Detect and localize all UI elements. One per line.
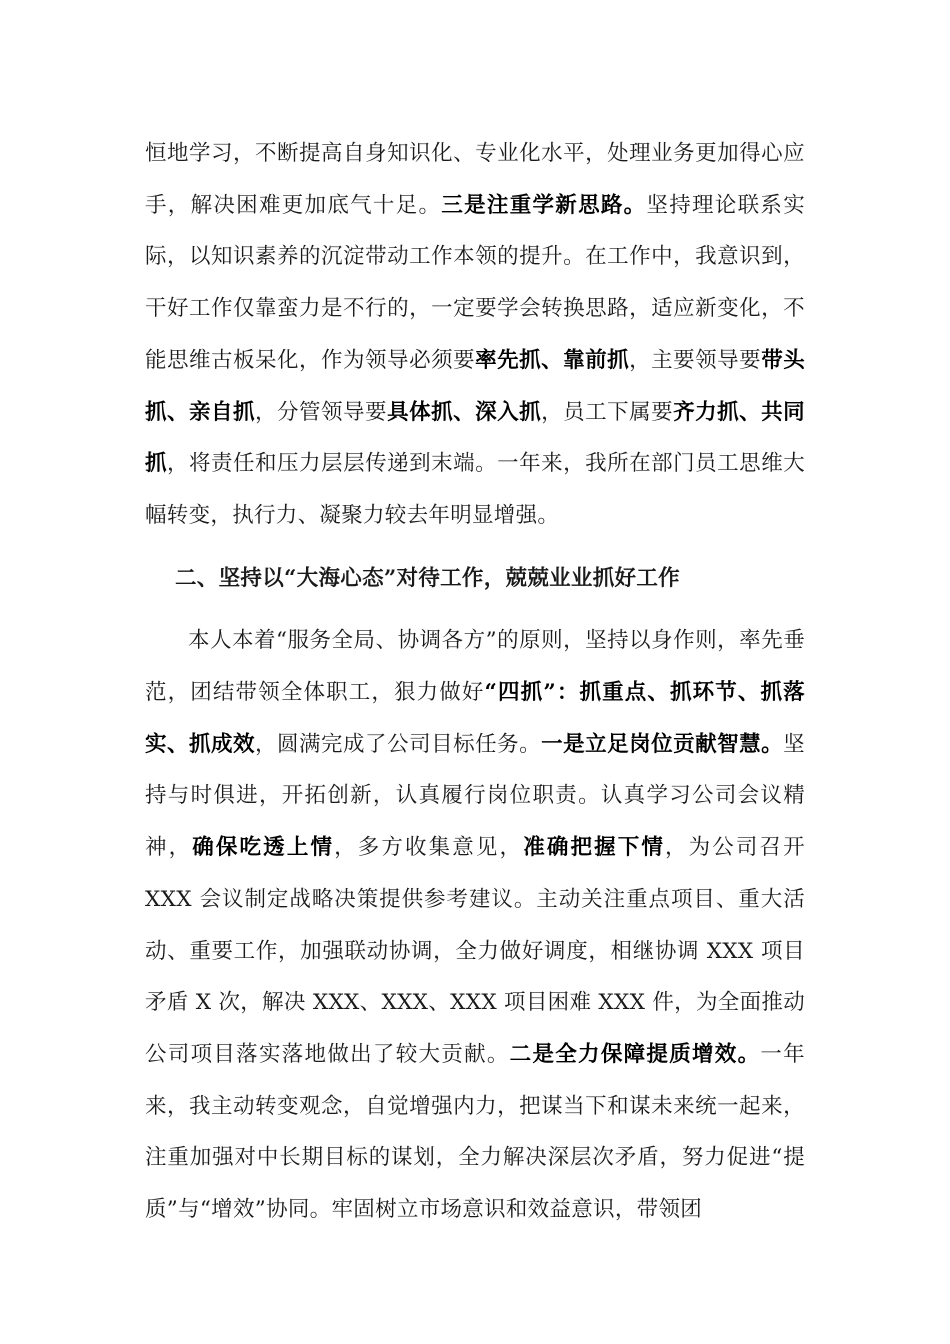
bold-text-segment: 具体抓、深入抓: [387, 399, 542, 425]
text-segment: ，分管领导要: [255, 399, 388, 425]
bold-text-segment: 准确把握下情: [523, 835, 665, 861]
text-segment: 恒地学习，不断提高自身知识化、专业化水平，处理业务更加得心应手，解决困难更加底气十足。: [145, 141, 805, 218]
text-segment: 坚持理论联系实际，以知识素养的沉淀带动工作本领的提升。在工作中，我意识到，干好工作仅靠蛮力是不行的，一定要学会转换思路，适应新变化，不能思维古板呆化，作为领导必须要: [145, 192, 806, 373]
paragraph-continued: [145, 128, 805, 542]
section-heading-2: 二、坚持以“大海心态”对待工作，兢兢业业抓好工作: [175, 565, 680, 591]
text-segment: ，员工下属要: [541, 399, 674, 425]
bold-text-segment: 一是立足岗位贡献智慧。: [541, 731, 784, 757]
text-segment: ，将责任和压力层层传递到末端。一年来，我所在部门员工思维大幅转变，执行力、凝聚力较去年明显增强。: [145, 451, 805, 528]
text-segment: ，为公司召开 XXX 会议制定战略决策提供参考建议。主动关注重点项目、重大活动、重要工作，加强联动协调，全力做好调度，相继协调 XXX 项目矛盾 X 次，解决 XXX、XXX、XXX 项目困难 XXX 件，为全面推动公司项目落实落地做出了较大贡献。: [145, 835, 805, 1067]
bold-text-segment: “四抓”：抓重点、抓环节、抓落实、抓成效: [145, 680, 805, 757]
bold-text-segment: 带头抓、亲自抓: [145, 347, 805, 425]
text-segment: ，圆满完成了公司目标任务。: [255, 731, 542, 757]
text-segment: ，主要领导要: [629, 347, 762, 373]
bold-text-segment: 三是注重学新思路。: [441, 192, 647, 218]
bold-text-segment: 确保吃透上情: [192, 835, 335, 861]
document-body: [145, 128, 805, 1236]
text-segment: ，多方收集意见，: [334, 835, 524, 861]
text-segment: 一年来，我主动转变观念，自觉增强内力，把谋当下和谋未来统一起来，注重加强对中长期目标的谋划，全力解决深层次矛盾，努力促进“提质”与“增效”协同。牢固树立市场意识和效益意识，带领团: [145, 1041, 805, 1223]
bold-text-segment: 齐力抓、共同抓: [145, 399, 805, 477]
text-segment: 坚持与时俱进，开拓创新，认真履行岗位职责。认真学习公司会议精神，: [145, 731, 805, 861]
text-segment: 本人本着“服务全局、协调各方”的原则，坚持以身作则，率先垂范，团结带领全体职工，狠力做好: [145, 628, 805, 706]
paragraph-section-2: [145, 615, 805, 1235]
bold-text-segment: 率先抓、靠前抓: [475, 347, 630, 373]
bold-text-segment: 二是全力保障提质增效。: [509, 1041, 761, 1067]
